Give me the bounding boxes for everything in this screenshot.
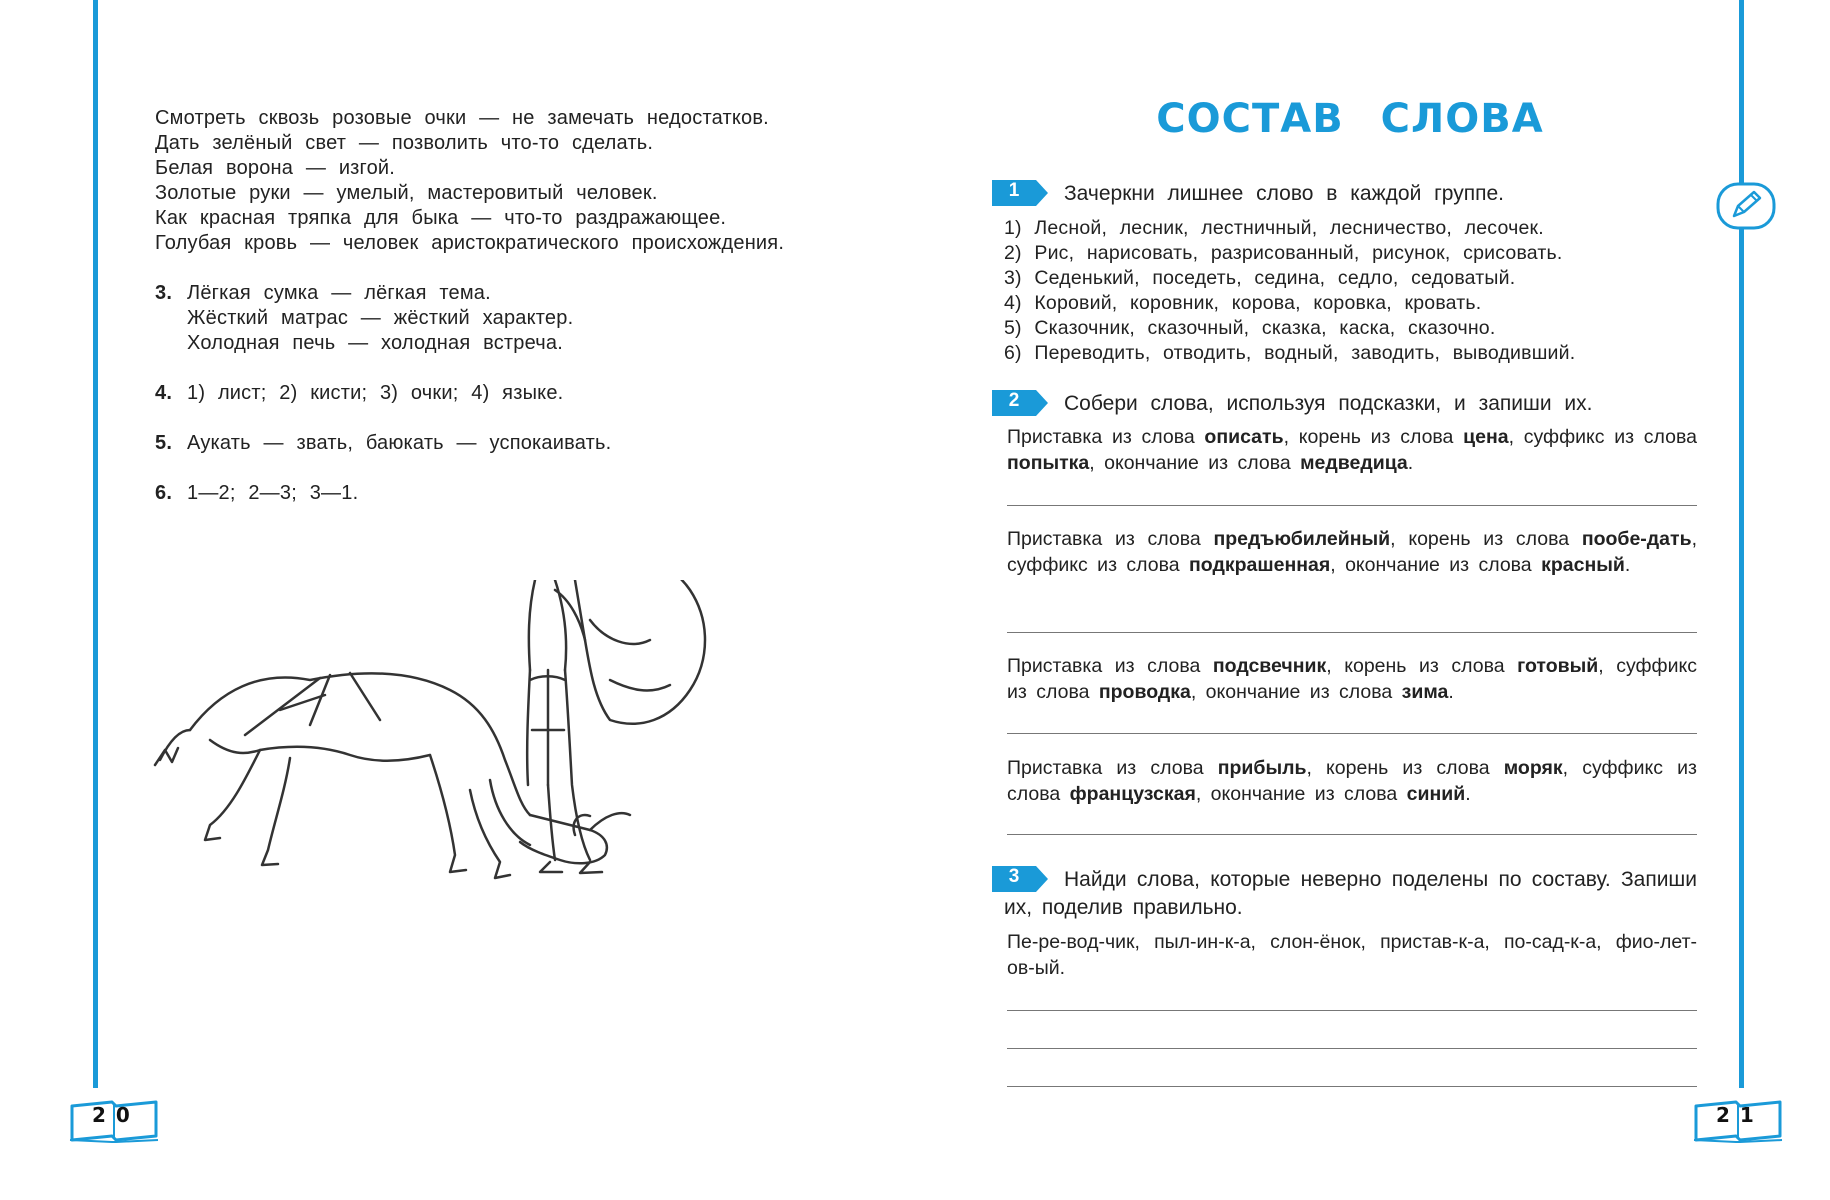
page-number-20 xyxy=(68,1096,160,1146)
block-text: , суффикс из слова xyxy=(1007,528,1697,576)
idiom-line: Золотые руки — умелый, мастеровитый человек. xyxy=(155,182,658,204)
answer-line: 1—2; 2—3; 3—1. xyxy=(187,482,359,504)
task-2-block-2 xyxy=(1007,527,1697,578)
answer-line: Холодная печь — холодная встреча. xyxy=(187,332,563,354)
answer-write-line[interactable] xyxy=(1007,733,1697,734)
block-text: , окончание из слова xyxy=(1190,680,1402,703)
answer-write-line[interactable] xyxy=(1007,1010,1697,1011)
page-number-21 xyxy=(1692,1096,1784,1146)
hint-word: прибыль xyxy=(1217,757,1307,779)
list-item: 5) Сказочник, сказочный, сказка, каска, сказочно. xyxy=(1004,317,1496,339)
task-1-badge xyxy=(992,178,1050,208)
idiom-line: Как красная тряпка для быка — что-то раздражающее. xyxy=(155,207,727,229)
hint-word: описать xyxy=(1204,426,1284,448)
answer-write-line[interactable] xyxy=(1007,1086,1697,1087)
hint-word: моряк xyxy=(1503,757,1563,779)
block-text: , корень из слова xyxy=(1283,426,1464,448)
task-1-title: Зачеркни лишнее слово в каждой группе. xyxy=(1064,182,1504,205)
idioms-list xyxy=(155,106,784,256)
page-number-text: 21 xyxy=(1716,1103,1764,1127)
task-2-badge xyxy=(992,388,1050,418)
hint-word: готовый xyxy=(1517,655,1599,677)
answer-line: Аукать — звать, баюкать — успокаивать. xyxy=(187,432,612,454)
hint-word: цена xyxy=(1463,426,1509,448)
block-text: , окончание из слова xyxy=(1195,782,1407,805)
hint-word: зима xyxy=(1401,680,1449,703)
block-text: . xyxy=(1624,553,1631,576)
answer-3 xyxy=(155,281,573,356)
task-number: 1 xyxy=(1008,180,1020,201)
list-item: 1) Лесной, лесник, лестничный, лесничество, лесочек. xyxy=(1004,217,1544,239)
bull-drawing xyxy=(155,673,630,878)
list-item: 2) Рис, нарисовать, разрисованный, рисунок, срисовать. xyxy=(1004,242,1563,264)
hint-word: пообе-дать xyxy=(1581,528,1692,550)
hint-word: красный xyxy=(1541,553,1625,576)
task-2-block-4 xyxy=(1007,756,1697,807)
block-text: Приставка из слова xyxy=(1007,757,1218,779)
task-2-title: Собери слова, используя подсказки, и запиши их. xyxy=(1064,392,1593,415)
answer-number: 4. xyxy=(155,382,173,404)
hint-word: французская xyxy=(1069,782,1196,805)
block-text: , окончание из слова xyxy=(1330,553,1542,576)
block-text: , корень из слова xyxy=(1306,757,1504,779)
block-text: Приставка из слова xyxy=(1007,528,1214,550)
task-1-list xyxy=(1004,216,1575,366)
page-title: СОСТАВ СЛОВА xyxy=(1156,96,1544,142)
task-2-block-3 xyxy=(1007,654,1697,705)
left-margin-rule xyxy=(93,0,98,1088)
hint-word: попытка xyxy=(1007,451,1090,474)
block-text: , суффикс из слова xyxy=(1007,757,1697,805)
task-3-title: Найди слова, которые неверно поделены по составу. Запиши их, поделив правильно. xyxy=(1004,868,1697,919)
list-item: 3) Седенький, поседеть, седина, седло, седоватый. xyxy=(1004,267,1516,289)
answer-write-line[interactable] xyxy=(1007,505,1697,506)
idiom-line: Дать зелёный свет — позволить что-то сделать. xyxy=(155,132,654,154)
answer-5 xyxy=(155,431,611,456)
hint-word: проводка xyxy=(1098,680,1191,703)
task-number: 2 xyxy=(1008,390,1020,411)
list-item: 4) Коровий, коровник, корова, коровка, кровать. xyxy=(1004,292,1482,314)
hint-word: подкрашенная xyxy=(1189,553,1331,576)
answer-line: 1) лист; 2) кисти; 3) очки; 4) языке. xyxy=(187,382,564,404)
answer-6 xyxy=(155,481,358,506)
answer-write-line[interactable] xyxy=(1007,1048,1697,1049)
list-item: 6) Переводить, отводить, водный, заводить, выводивший. xyxy=(1004,342,1576,364)
block-text: , корень из слова xyxy=(1390,528,1582,550)
answer-number: 5. xyxy=(155,432,173,454)
hint-word: подсвечник xyxy=(1212,655,1327,677)
answer-4 xyxy=(155,381,563,406)
bullfight-illustration xyxy=(150,580,850,920)
answer-line: Лёгкая сумка — лёгкая тема. xyxy=(187,282,491,304)
answer-write-line[interactable] xyxy=(1007,632,1697,633)
idiom-line: Белая ворона — изгой. xyxy=(155,157,396,179)
right-margin-rule xyxy=(1739,0,1744,1088)
answer-line: Жёсткий матрас — жёсткий характер. xyxy=(187,307,574,329)
answer-write-line[interactable] xyxy=(1007,834,1697,835)
answer-number: 3. xyxy=(155,282,173,304)
page-number-text: 20 xyxy=(92,1103,140,1127)
block-text: , суффикс из слова xyxy=(1508,426,1697,448)
matador-drawing xyxy=(525,580,705,873)
task-2-block-1 xyxy=(1007,425,1697,476)
answer-number: 6. xyxy=(155,482,173,504)
block-text: . xyxy=(1407,451,1414,474)
block-text: . xyxy=(1448,680,1454,703)
idiom-line: Смотреть сквозь розовые очки — не замечать недостатков. xyxy=(155,107,769,129)
hint-word: предъюбилейный xyxy=(1213,528,1391,550)
task-number: 3 xyxy=(1008,866,1020,887)
hint-word: медведица xyxy=(1300,451,1408,474)
block-text: , окончание из слова xyxy=(1089,451,1301,474)
block-text: . xyxy=(1465,782,1471,805)
idiom-line: Голубая кровь — человек аристократического происхождения. xyxy=(155,232,785,254)
block-text: , суффикс из слова xyxy=(1007,655,1697,703)
hint-word: синий xyxy=(1406,782,1466,805)
pencil-icon xyxy=(1716,182,1776,230)
block-text: , корень из слова xyxy=(1326,655,1518,677)
block-text: Приставка из слова xyxy=(1007,655,1213,677)
block-text: Приставка из слова xyxy=(1007,426,1205,448)
task-3-words: Пе-ре-вод-чик, пыл-ин-к-а, слон-ёнок, пристав-к-а, по-сад-к-а, фио-лет-ов-ый. xyxy=(1007,931,1697,979)
